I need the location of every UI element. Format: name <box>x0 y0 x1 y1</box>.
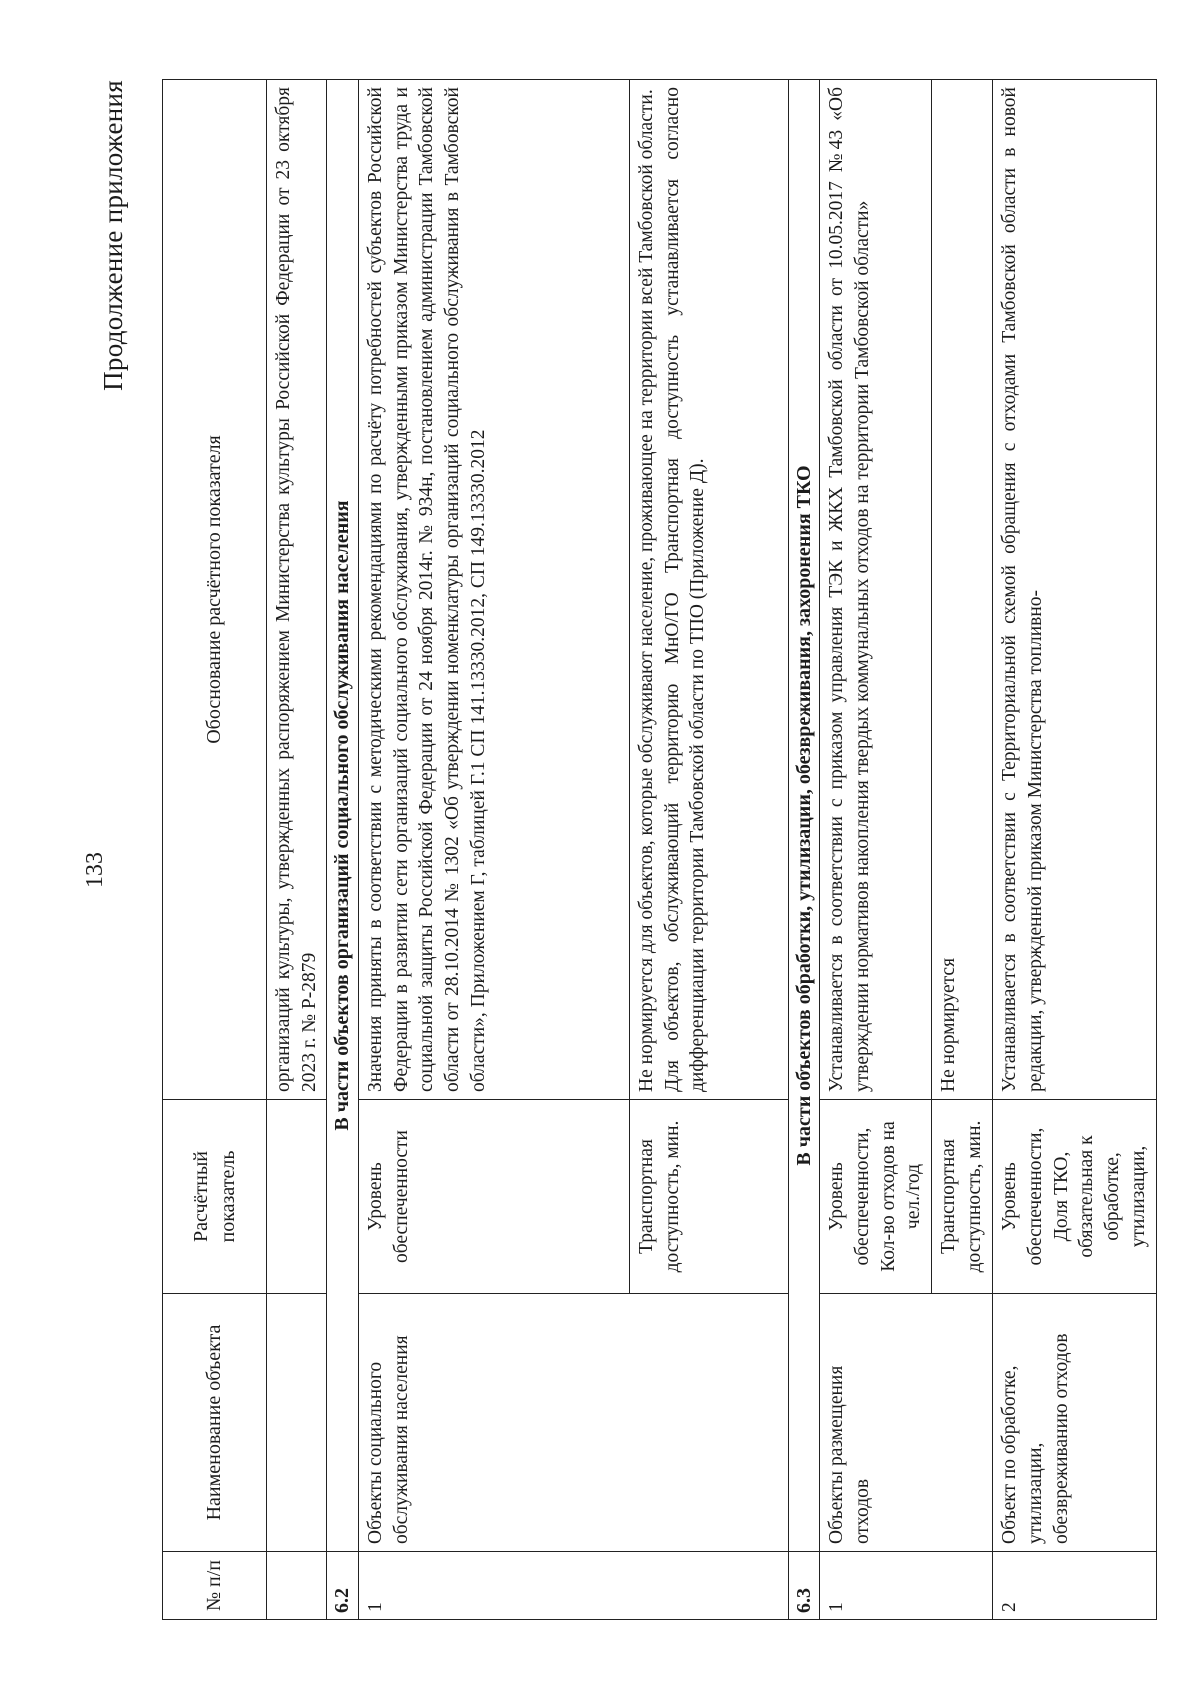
table-container <box>162 80 1157 1620</box>
cell-object: Объекты социального обслуживания населения <box>358 1294 788 1552</box>
section-num: 6.3 <box>788 1552 819 1620</box>
cell-indicator: Уровень обеспеченности <box>358 1100 629 1294</box>
section-title: В части объектов организаций социального обслуживания населения <box>327 80 358 1552</box>
cell-num: 1 <box>820 1552 993 1620</box>
cell-object <box>267 1294 327 1552</box>
cell-indicator: Транспортная доступность, мин. <box>629 1100 788 1294</box>
cell-justification <box>629 80 788 1100</box>
section-num: 6.2 <box>327 1552 358 1620</box>
table-row <box>267 80 327 1620</box>
cell-object: Объекты размещения отходов <box>820 1294 993 1552</box>
cell-justification: организаций культуры, утвержденных распоряжением Министерства культуры Российской Федерации от 23 октября 2023 г. № Р-2879 <box>267 80 327 1100</box>
cell-num <box>267 1552 327 1620</box>
cell-justification: Устанавливается в соответствии с Территориальной схемой обращения с отходами Тамбовской области в новой редакции, утвержденной приказом Министерства топливно- <box>993 80 1156 1100</box>
cell-justification: Значения приняты в соответствии с методическими рекомендациями по расчёту потребностей субъектов Российской Федерации в развитии сети организаций социального обслуживания, утвержденными приказом Министерства труда и социальной защиты Российской Федерации от 24 ноября 2014г. № 934н, постановлением администрации Тамбовской области от 28.10.2014 № 1302 «Об утверждении номенклатуры организаций социального обслуживания в Тамбовской области», Приложением Г, таблицей Г.1 СП 141.13330.2012, СП 149.13330.2012 <box>358 80 629 1100</box>
section-row-6-3 <box>788 80 819 1620</box>
cell-num: 2 <box>993 1552 1156 1620</box>
cell-indicator: Уровень обеспеченности, Кол-во отходов на чел./год <box>820 1100 932 1294</box>
header-justification: Обоснование расчётного показателя <box>163 80 267 1100</box>
header-object: Наименование объекта <box>163 1294 267 1552</box>
cell-justification: Устанавливается в соответствии с приказом управления ТЭК и ЖКХ Тамбовской области от 10.05.2017 №43 «Об утверждении нормативов накопления твердых коммунальных отходов на территории Тамбовской области» <box>820 80 932 1100</box>
cell-indicator: Уровень обеспеченности, Доля ТКО, обязательная к обработке, утилизации, <box>993 1100 1156 1294</box>
cell-num: 1 <box>358 1552 788 1620</box>
continuation-title: Продолжение приложения <box>98 80 128 391</box>
table-header-row <box>163 80 267 1620</box>
justification-part: Для объектов, обслуживающий территорию МнО/ГО Транспортная доступность устанавливается согласно дифференциации территории Тамбовской области по ТПО (Приложение Д). <box>661 87 709 1092</box>
table-row <box>358 80 629 1620</box>
cell-indicator <box>267 1100 327 1294</box>
section-row-6-2 <box>327 80 358 1620</box>
section-title: В части объектов обработки, утилизации, обезвреживания, захоронения ТКО <box>788 80 819 1552</box>
table-row <box>993 80 1156 1620</box>
page-number: 133 <box>82 852 108 888</box>
cell-justification: Не нормируется <box>932 80 993 1100</box>
justification-part: Не нормируется для объектов, которые обслуживают население, проживающее на территории всей Тамбовской области. <box>635 89 657 1092</box>
indicators-table <box>162 79 1157 1620</box>
cell-object: Объект по обработке, утилизации, обезвреживанию отходов <box>993 1294 1156 1552</box>
header-num: № п/п <box>163 1552 267 1620</box>
header-indicator: Расчётный показатель <box>163 1100 267 1294</box>
table-row <box>820 80 932 1620</box>
cell-indicator: Транспортная доступность, мин. <box>932 1100 993 1294</box>
rotated-sheet <box>80 80 1149 1620</box>
